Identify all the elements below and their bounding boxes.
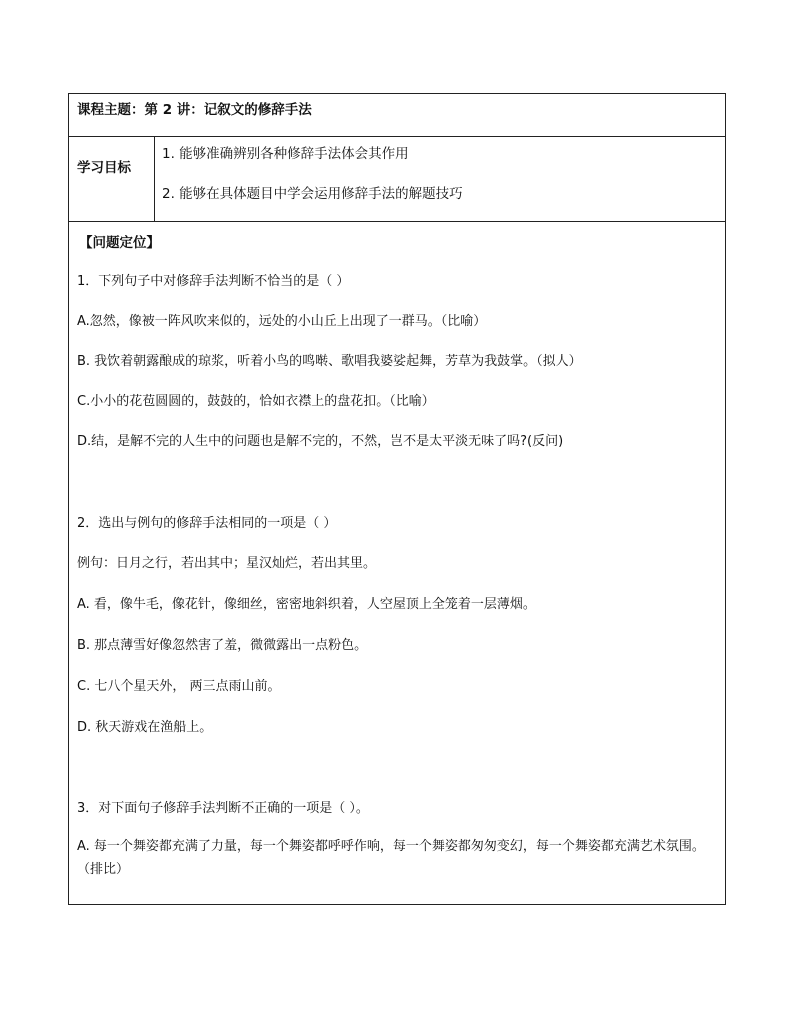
question-2-option-b: B. 那点薄雪好像忽然害了羞，微微露出一点粉色。 [77, 638, 368, 653]
question-1-stem: 1．下列句子中对修辞手法判断不恰当的是（ ） [77, 274, 350, 289]
course-topic-row [69, 94, 725, 137]
question-2-option-c: C. 七八个星天外， 两三点雨山前。 [77, 679, 281, 694]
question-3-option-a: A. 每一个舞姿都充满了力量，每一个舞姿都呼呼作响，每一个舞姿都匆匆变幻，每一个舞姿都充满艺术氛围。（排比） [77, 839, 705, 877]
learning-goals-label: 学习目标 [77, 160, 131, 176]
course-topic: 课程主题：第 2 讲：记叙文的修辞手法 [77, 102, 312, 118]
learning-goals-label-cell [69, 137, 155, 221]
question-3-stem: 3．对下面句子修辞手法判断不正确的一项是（ ）。 [77, 801, 369, 816]
question-2-stem: 2．选出与例句的修辞手法相同的一项是（ ） [77, 516, 337, 531]
goal-item: 1. 能够准确辨别各种修辞手法体会其作用 [162, 146, 409, 162]
learning-goals-row [69, 137, 725, 222]
question-1-option-c: C.小小的花苞圆圆的，鼓鼓的，恰如衣襟上的盘花扣。（比喻） [77, 394, 435, 409]
question-2-option-d: D. 秋天游戏在渔船上。 [77, 720, 213, 735]
goal-item: 2. 能够在具体题目中学会运用修辞手法的解题技巧 [162, 186, 463, 202]
question-2-example: 例句：日月之行，若出其中；星汉灿烂，若出其里。 [77, 556, 377, 571]
question-1-option-d: D.结，是解不完的人生中的问题也是解不完的，不然，岂不是太平淡无味了吗?(反问) [77, 434, 564, 449]
question-2-option-a: A. 看，像牛毛，像花针，像细丝，密密地斜织着，人空屋顶上全笼着一层薄烟。 [77, 597, 536, 612]
lesson-table [68, 93, 726, 905]
question-1-option-b: B. 我饮着朝露酿成的琼浆，听着小鸟的鸣啭、歌唱我婆娑起舞，芳草为我鼓掌。（拟人） [77, 354, 582, 369]
question-1-option-a: A.忽然，像被一阵风吹来似的，远处的小山丘上出现了一群马。（比喻） [77, 314, 487, 329]
section-heading: 【问题定位】 [79, 235, 160, 251]
